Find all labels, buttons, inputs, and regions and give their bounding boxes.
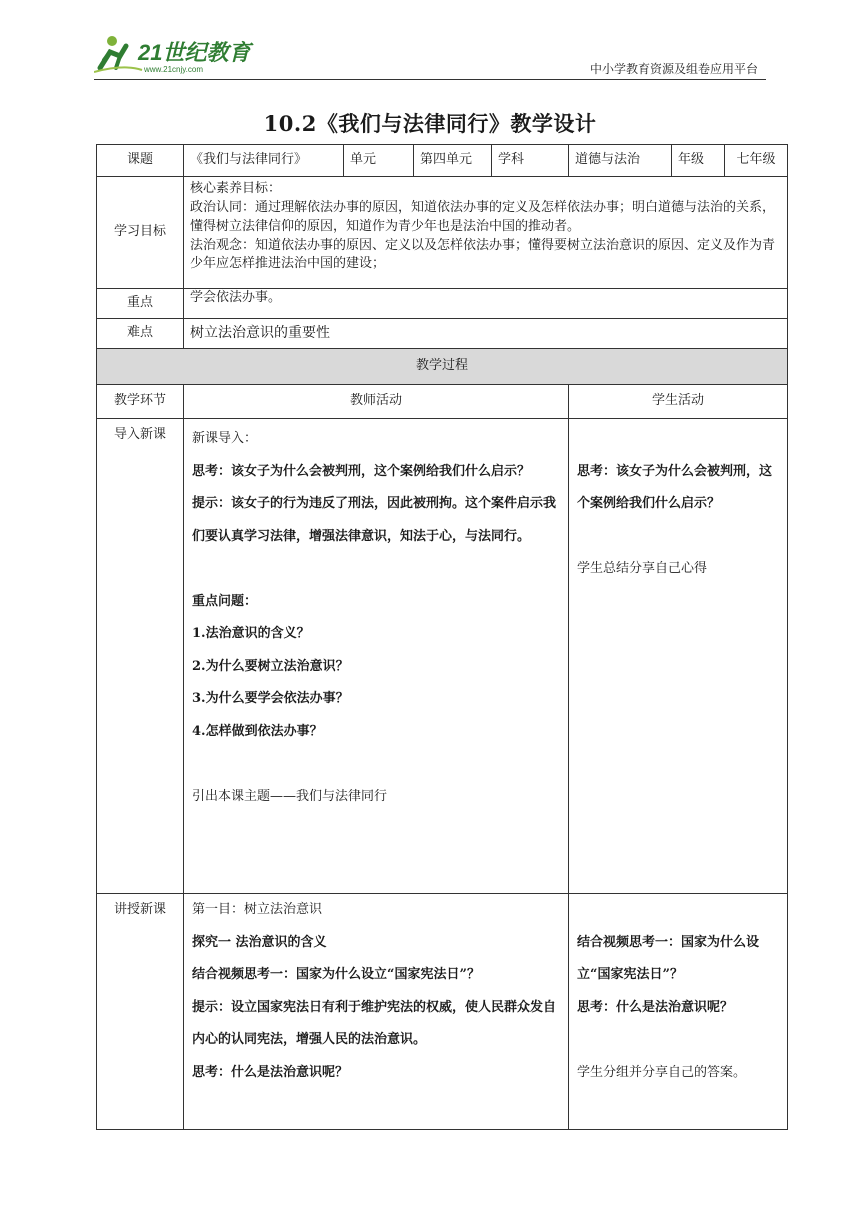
student-group-share: 学生分组并分享自己的答案。 [577, 1064, 747, 1080]
stage-intro: 导入新课 [97, 419, 184, 894]
difficulty-label: 难点 [97, 319, 184, 349]
key-point-row [97, 289, 788, 319]
goals-heading: 核心素养目标： [190, 181, 282, 196]
key-question-2: 2.为什么要树立法治意识？ [192, 658, 349, 674]
grade-label: 年级 [672, 145, 725, 177]
col-student: 学生活动 [569, 385, 788, 419]
key-point-value: 学会依法办事。 [184, 289, 788, 319]
spacer [577, 423, 779, 456]
unit-label: 单元 [344, 145, 414, 177]
key-question-3: 3.为什么要学会依法办事？ [192, 691, 349, 706]
info-row [97, 145, 788, 177]
difficulty-row [97, 319, 788, 349]
goals-political: 政治认同：通过理解依法办事的原因，知道依法办事的定义及怎样依法办事；明白道德与法治的关系，懂得树立法律信仰的原因，知道作为青少年也是法治中国的推动者。 [190, 199, 776, 234]
process-row-intro [97, 419, 788, 894]
spacer [192, 553, 560, 586]
platform-name: 中小学教育资源及组卷应用平台 [589, 62, 758, 76]
teacher-teach [184, 894, 569, 1130]
grade-value: 七年级 [725, 145, 788, 177]
goals-content [184, 177, 788, 289]
key-point-label: 重点 [97, 289, 184, 319]
section-title [192, 894, 560, 927]
logo-icon [94, 34, 264, 76]
section-title-text: 第一目：树立法治意识 [192, 902, 323, 917]
explore-heading: 探究一 法治意识的含义 [192, 934, 327, 950]
student-teach [569, 894, 788, 1130]
student-question: 思考：该女子为什么会被判刑，这个案例给我们什么启示？ [577, 463, 773, 511]
goals-legal: 法治观念：知道依法办事的原因、定义以及怎样依法办事；懂得要树立法治意识的原因、定义及作为青少年应怎样推进法治中国的建设； [190, 237, 776, 272]
page-header [94, 34, 766, 80]
stage-teach: 讲授新课 [97, 894, 184, 1130]
student-think: 思考：什么是法治意识呢？ [577, 999, 734, 1015]
think-question: 思考：什么是法治意识呢？ [192, 1064, 349, 1080]
lesson-topic-intro: 引出本课主题——我们与法律同行 [192, 788, 388, 804]
logo-url: www.21cnjy.com [144, 65, 203, 74]
key-question-1: 1.法治意识的含义？ [192, 626, 310, 641]
process-columns-row [97, 385, 788, 419]
video-hint: 提示：设立国家宪法日有利于维护宪法的权威，使人民群众发自内心的认同宪法，增强人民的法治意识。 [192, 999, 557, 1047]
col-teacher: 教师活动 [184, 385, 569, 419]
subject-value: 道德与法治 [569, 145, 672, 177]
process-heading-row [97, 349, 788, 385]
spacer [192, 748, 560, 781]
video-question: 结合视频思考一：国家为什么设立“国家宪法日”？ [192, 967, 480, 982]
goals-label: 学习目标 [97, 177, 184, 289]
intro-line: 新课导入： [192, 431, 258, 446]
spacer [577, 1024, 779, 1057]
header-divider [94, 79, 766, 80]
student-share: 学生总结分享自己心得 [577, 561, 708, 576]
student-video-question: 结合视频思考一：国家为什么设立“国家宪法日”？ [577, 934, 760, 982]
spacer [577, 894, 779, 927]
subject-label: 学科 [492, 145, 569, 177]
page-title: 10.2《我们与法律同行》教学设计 [263, 111, 597, 136]
course-value: 《我们与法律同行》 [184, 145, 344, 177]
unit-value: 第四单元 [414, 145, 492, 177]
process-heading: 教学过程 [97, 349, 788, 385]
teacher-intro [184, 419, 569, 894]
student-intro [569, 419, 788, 894]
course-label: 课题 [97, 145, 184, 177]
col-stage: 教学环节 [97, 385, 184, 419]
process-row-teach [97, 894, 788, 1130]
goals-row [97, 177, 788, 289]
difficulty-value: 树立法治意识的重要性 [184, 319, 788, 349]
intro-hint: 提示：该女子的行为违反了刑法，因此被刑拘。这个案件启示我们要认真学习法律，增强法律意识，知法于心，与法同行。 [192, 496, 557, 544]
logo-text: 21世纪教育 [138, 40, 251, 65]
key-questions-heading: 重点问题： [192, 593, 258, 609]
intro-question: 思考：该女子为什么会被判刑，这个案例给我们什么启示？ [192, 463, 531, 479]
spacer [577, 521, 779, 554]
key-question-4: 4.怎样做到依法办事？ [192, 723, 323, 739]
lesson-plan-table [96, 144, 788, 1130]
